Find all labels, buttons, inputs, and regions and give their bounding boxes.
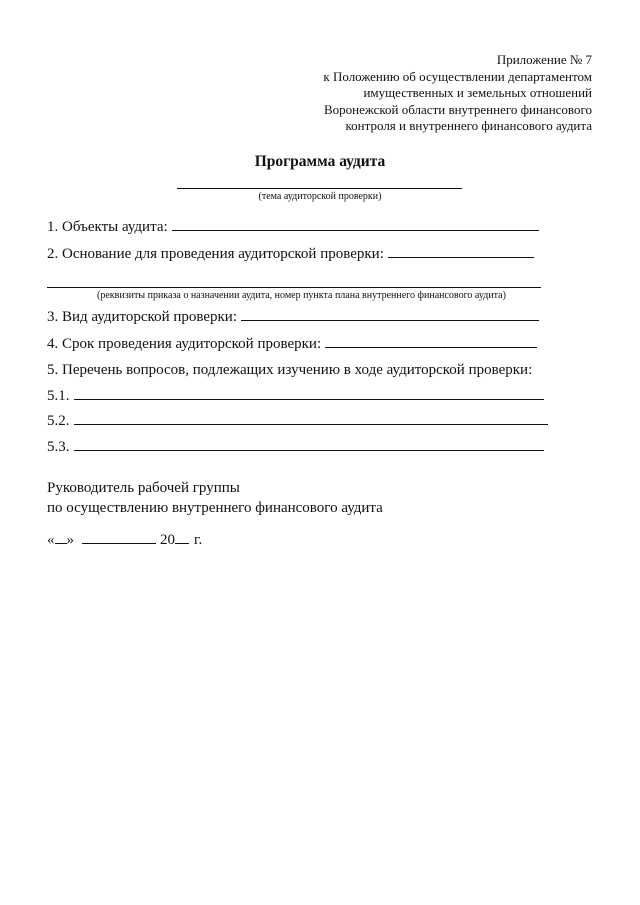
item-objects <box>47 219 539 236</box>
appendix-line: контроля и внутреннего финансового аудита <box>345 118 592 133</box>
item-term <box>47 336 537 353</box>
signature-line-1: Руководитель рабочей группы <box>47 480 240 496</box>
question-5-3-blank <box>74 449 544 451</box>
type-blank <box>241 319 539 321</box>
topic-blank-line <box>177 188 462 189</box>
question-5-2 <box>47 413 548 430</box>
item-questions-label: 5. Перечень вопросов, подлежащих изучению в ходе аудиторской проверки: <box>47 362 533 378</box>
topic-caption: (тема аудиторской проверки) <box>258 191 382 202</box>
question-5-2-label: 5.2. <box>47 413 70 429</box>
question-5-3-label: 5.3. <box>47 439 70 455</box>
month-blank <box>82 543 156 544</box>
date-open-quote: « <box>47 532 55 548</box>
year-suffix: г. <box>194 532 203 548</box>
appendix-line: имущественных и земельных отношений <box>363 85 592 100</box>
objects-blank <box>172 229 539 231</box>
question-5-1-blank <box>74 398 544 400</box>
appendix-line: к Положению об осуществлении департаментом <box>323 68 592 84</box>
basis-blank <box>388 256 534 258</box>
document-title: Программа аудита <box>254 153 386 170</box>
basis-full-line <box>47 287 541 288</box>
basis-caption: (реквизиты приказа о назначении аудита, номер пункта плана внутреннего финансового аудита) <box>97 290 506 301</box>
term-blank <box>325 346 537 348</box>
appendix-line: Воронежской области внутреннего финансового <box>323 101 592 117</box>
signature-block <box>47 478 383 518</box>
question-5-1-label: 5.1. <box>47 388 70 404</box>
year-blank <box>175 543 189 544</box>
item-basis-label: 2. Основание для проведения аудиторской проверки: <box>47 246 384 262</box>
date-line <box>47 532 202 549</box>
question-5-3 <box>47 439 544 456</box>
item-type-label: 3. Вид аудиторской проверки: <box>47 309 238 325</box>
item-questions <box>47 362 532 379</box>
item-objects-label: 1. Объекты аудита: <box>47 219 168 235</box>
item-basis <box>47 246 534 263</box>
date-close-quote: » <box>66 532 74 548</box>
appendix-number: Приложение № 7 <box>496 52 592 67</box>
question-5-1 <box>47 388 544 405</box>
item-type <box>47 309 539 326</box>
day-blank <box>55 543 67 544</box>
appendix-header <box>323 52 592 135</box>
question-5-2-blank <box>74 423 548 425</box>
year-prefix: 20 <box>160 532 175 548</box>
item-term-label: 4. Срок проведения аудиторской проверки: <box>47 336 322 352</box>
signature-line-2: по осуществлению внутреннего финансового аудита <box>47 500 383 516</box>
